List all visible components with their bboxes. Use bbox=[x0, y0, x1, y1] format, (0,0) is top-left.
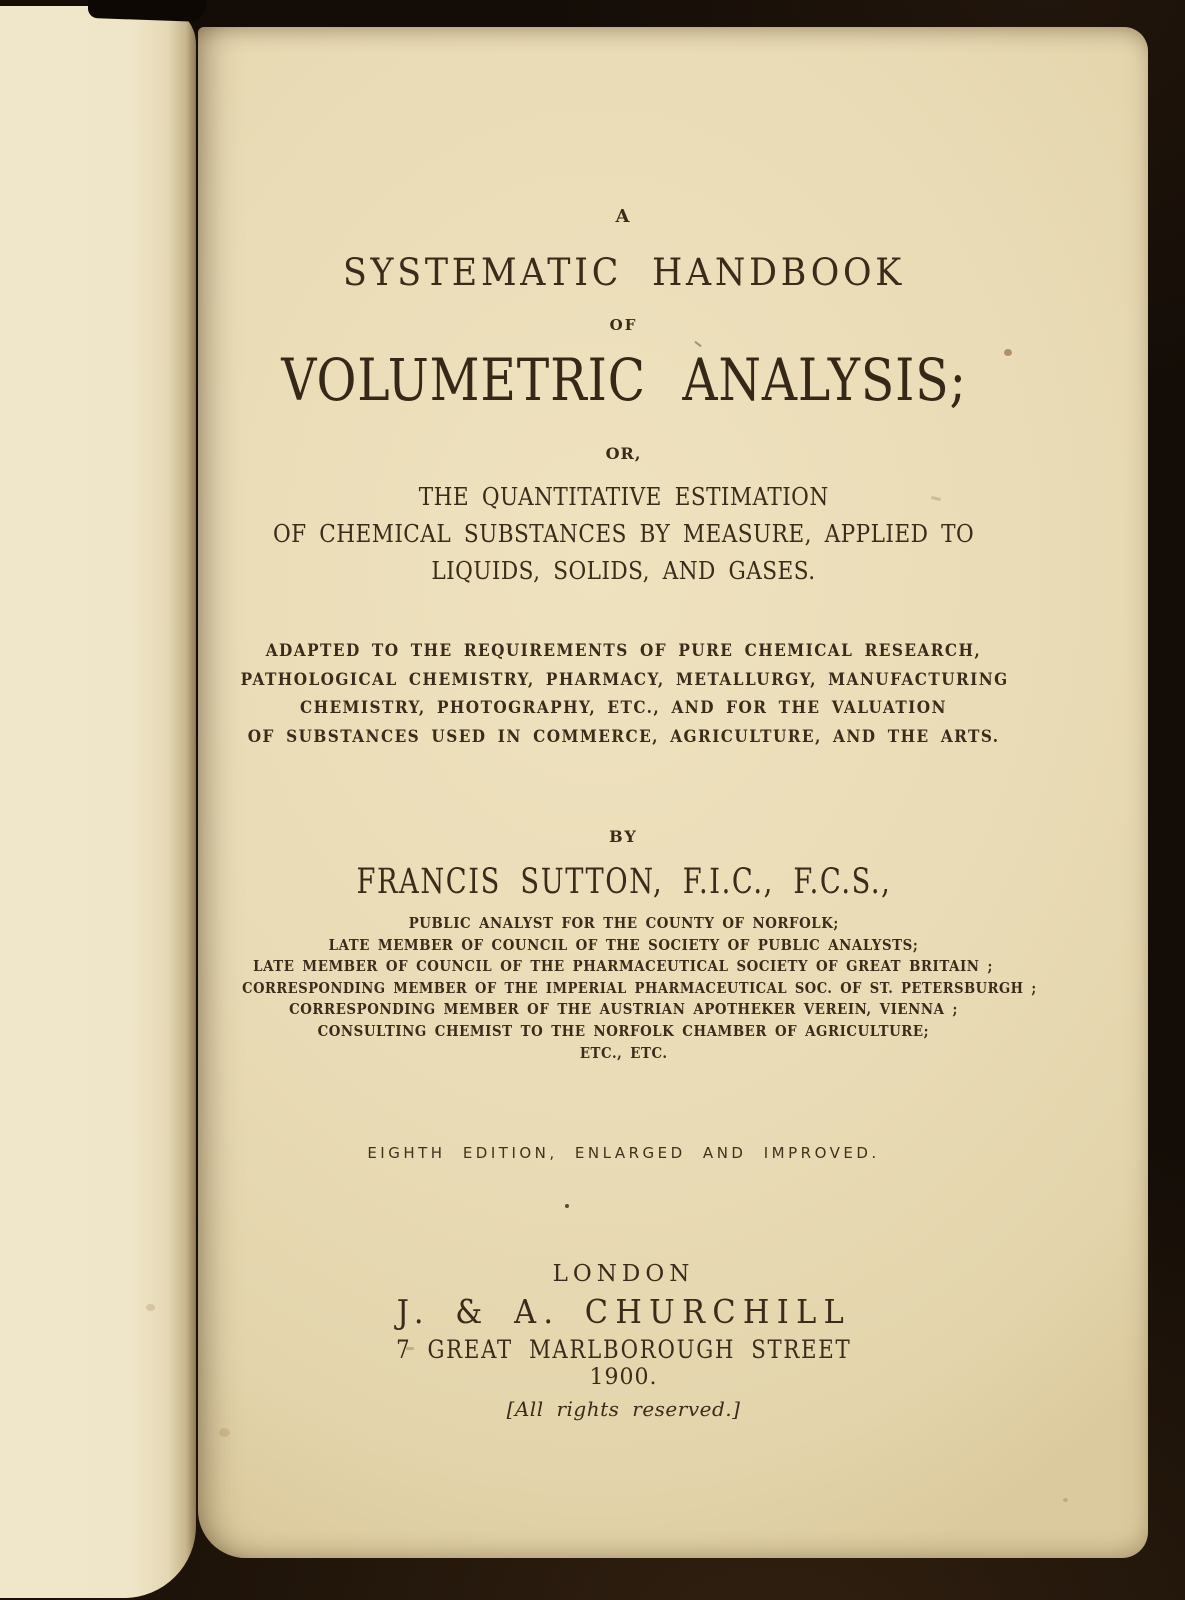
half-title-letter: A bbox=[615, 206, 632, 227]
series-title: SYSTEMATIC HANDBOOK bbox=[342, 251, 905, 294]
title-page-text-block bbox=[198, 27, 1049, 1558]
scope-note bbox=[198, 643, 1049, 757]
printers-dot bbox=[565, 1204, 569, 1208]
subtitle-line: LIQUIDS, SOLIDS, AND GASES. bbox=[431, 557, 816, 585]
scope-note-line: ADAPTED TO THE REQUIREMENTS OF PURE CHEMICAL RESEARCH, bbox=[265, 641, 982, 661]
credential-line: ETC., ETC. bbox=[579, 1044, 668, 1062]
connector-or: OR, bbox=[605, 444, 642, 463]
foxing-spot bbox=[1004, 349, 1012, 356]
foxing-spot bbox=[406, 1347, 414, 1350]
title-page bbox=[198, 27, 1148, 1558]
subtitle-line: THE QUANTITATIVE ESTIMATION bbox=[418, 483, 829, 511]
foxing-spot bbox=[146, 1304, 155, 1311]
scope-note-line: OF SUBSTANCES USED IN COMMERCE, AGRICULTURE, AND THE ARTS. bbox=[247, 726, 1000, 747]
imprint-publisher: J. & A. CHURCHILL bbox=[396, 1292, 851, 1331]
byline-label: BY bbox=[609, 827, 638, 846]
credential-line: PUBLIC ANALYST FOR THE COUNTY OF NORFOLK; bbox=[408, 915, 839, 932]
foxing-spot bbox=[219, 1428, 230, 1437]
credential-line: CORRESPONDING MEMBER OF THE AUSTRIAN APOTHEKER VEREIN, VIENNA ; bbox=[289, 1001, 958, 1019]
credential-line: LATE MEMBER OF COUNCIL OF THE PHARMACEUTICAL SOCIETY OF GREAT BRITAIN ; bbox=[253, 958, 994, 976]
subtitle bbox=[198, 485, 1049, 596]
imprint-city: LONDON bbox=[552, 1261, 695, 1287]
author-name: FRANCIS SUTTON, F.I.C., F.C.S., bbox=[356, 862, 891, 902]
scope-note-line: PATHOLOGICAL CHEMISTRY, PHARMACY, METALLURGY, MANUFACTURING bbox=[240, 669, 1009, 690]
credential-line: CORRESPONDING MEMBER OF THE IMPERIAL PHARMACEUTICAL SOC. OF ST. PETERSBURGH ; bbox=[242, 979, 1037, 997]
facing-page bbox=[0, 6, 196, 1598]
connector-of: OF bbox=[609, 316, 638, 334]
main-title: VOLUMETRIC ANALYSIS; bbox=[280, 346, 967, 414]
credential-line: LATE MEMBER OF COUNCIL OF THE SOCIETY OF PUBLIC ANALYSTS; bbox=[328, 936, 919, 954]
imprint-address: 7 GREAT MARLBOROUGH STREET bbox=[395, 1335, 852, 1364]
scope-note-line: CHEMISTRY, PHOTOGRAPHY, ETC., AND FOR THE VALUATION bbox=[299, 698, 948, 718]
credential-line: CONSULTING CHEMIST TO THE NORFOLK CHAMBER OF AGRICULTURE; bbox=[317, 1022, 930, 1040]
imprint-year: 1900. bbox=[589, 1365, 658, 1390]
foxing-spot bbox=[1063, 1498, 1068, 1502]
subtitle-line: OF CHEMICAL SUBSTANCES BY MEASURE, APPLIED TO bbox=[272, 520, 975, 548]
author-credentials bbox=[198, 917, 1049, 1068]
edition-statement: EIGHTH EDITION, ENLARGED AND IMPROVED. bbox=[367, 1144, 880, 1162]
rights-statement: [All rights reserved.] bbox=[506, 1397, 741, 1421]
